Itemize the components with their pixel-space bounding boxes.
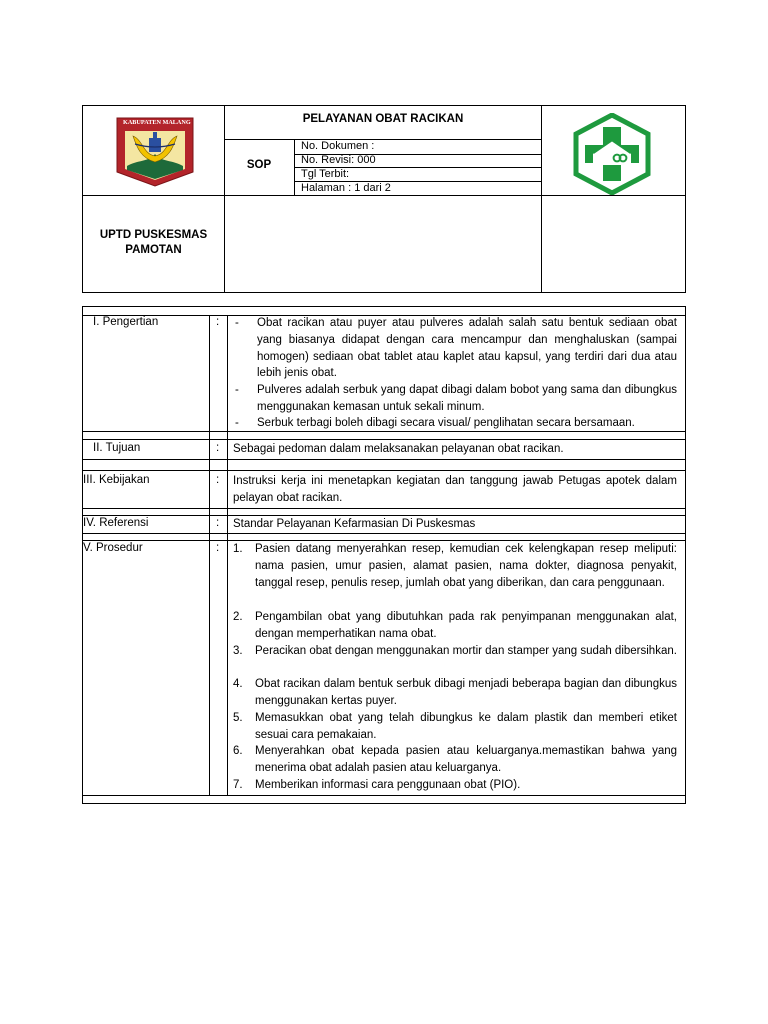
list-item-text: Pulveres adalah serbuk yang dapat dibagi dalam bobot yang sama dan dibungkus menggunakan kemasan untuk sekali minum. bbox=[257, 384, 677, 413]
section-label-tujuan: II. Tujuan bbox=[93, 442, 141, 454]
section-colon: : bbox=[216, 542, 220, 554]
step-text: Peracikan obat dengan menggunakan mortir dan stamper yang sudah dibersihkan. bbox=[255, 645, 677, 657]
field-halaman: Halaman : 1 dari 2 bbox=[301, 182, 391, 194]
sop-body-table bbox=[82, 306, 686, 804]
institution-line-2: PAMOTAN bbox=[125, 244, 182, 256]
step-number: 1. bbox=[233, 543, 243, 555]
sop-label: SOP bbox=[246, 159, 272, 171]
step-number: 3. bbox=[233, 645, 243, 657]
section-label-prosedur: V. Prosedur bbox=[83, 542, 143, 554]
step-number: 5. bbox=[233, 712, 243, 724]
section-label-pengertian: I. Pengertian bbox=[93, 316, 159, 328]
logo-lettering: KABUPATEN MALANG bbox=[123, 119, 191, 126]
section-text-kebijakan: Instruksi kerja ini menetapkan kegiatan dan tanggung jawab Petugas apotek dalam pelayan obat racikan. bbox=[233, 475, 677, 504]
section-colon: : bbox=[216, 442, 220, 454]
step-text: Pasien datang menyerahkan resep, kemudian cek kelengkapan resep meliputi: nama pasien, umur pasien, alamat pasien, nama dokter, diagnosa penyakit, tanggal resep, penulis resep, jumlah obat yang diberikan, dan cara penggunaan. bbox=[255, 543, 677, 589]
field-no-dokumen: No. Dokumen : bbox=[301, 140, 375, 152]
step-text: Menyerahkan obat kepada pasien atau keluarganya.memastikan bahwa yang menerima obat adalah pasien atau keluarganya. bbox=[255, 745, 677, 774]
field-tgl-terbit: Tgl Terbit: bbox=[301, 168, 350, 180]
sop-header-table bbox=[82, 105, 686, 293]
kabupaten-malang-logo bbox=[113, 114, 197, 193]
section-colon: : bbox=[216, 517, 220, 529]
institution-line-1: UPTD PUSKESMAS bbox=[99, 229, 208, 241]
list-marker: - bbox=[235, 384, 239, 396]
section-text-tujuan: Sebagai pedoman dalam melaksanakan pelayanan obat racikan. bbox=[233, 443, 564, 455]
section-label-referensi: IV. Referensi bbox=[83, 517, 149, 529]
section-text-referensi: Standar Pelayanan Kefarmasian Di Puskesmas bbox=[233, 518, 476, 530]
document-title: PELAYANAN OBAT RACIKAN bbox=[302, 113, 464, 125]
step-text: Memasukkan obat yang telah dibungkus ke dalam plastik dan memberi etiket sesuai cara pemakaian. bbox=[255, 712, 677, 741]
field-no-revisi: No. Revisi: 000 bbox=[301, 154, 376, 166]
step-text: Obat racikan dalam bentuk serbuk dibagi menjadi beberapa bagian dan dibungkus menggunakan kertas puyer. bbox=[255, 678, 677, 707]
puskesmas-logo bbox=[571, 113, 653, 200]
step-number: 7. bbox=[233, 779, 243, 791]
section-label-kebijakan: III. Kebijakan bbox=[83, 474, 150, 486]
step-number: 6. bbox=[233, 745, 243, 757]
section-colon: : bbox=[216, 316, 220, 328]
list-item-text: Serbuk terbagi boleh dibagi secara visual/ penglihatan secara bersamaan. bbox=[257, 417, 635, 429]
list-marker: - bbox=[235, 417, 239, 429]
step-number: 2. bbox=[233, 611, 243, 623]
step-text: Pengambilan obat yang dibutuhkan pada rak penyimpanan menggunakan alat, dengan memperhatikan nama obat. bbox=[255, 611, 677, 640]
step-number: 4. bbox=[233, 678, 243, 690]
step-text: Memberikan informasi cara penggunaan obat (PIO). bbox=[255, 779, 521, 791]
list-marker: - bbox=[235, 317, 239, 329]
section-colon: : bbox=[216, 474, 220, 486]
list-item-text: Obat racikan atau puyer atau pulveres adalah salah satu bentuk sediaan obat yang biasanya didapat dengan cara mencampur dan menghaluskan (sampai homogen) sediaan obat tablet atau kaplet atau kapsul, yang terdiri dari dua atau lebih jenis obat. bbox=[257, 317, 677, 380]
